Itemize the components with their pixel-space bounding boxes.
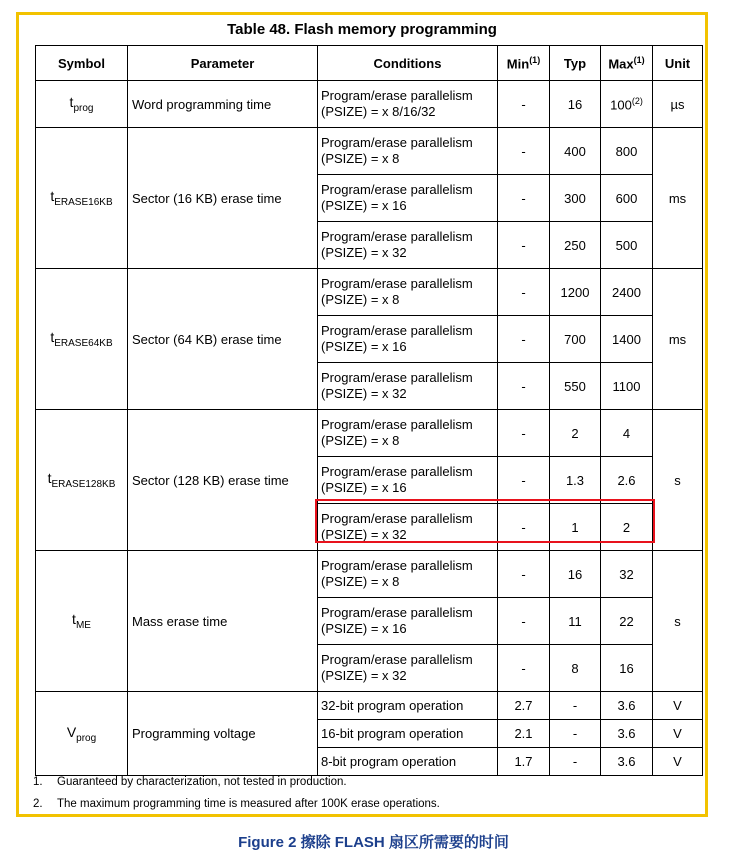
typ-cell: 2 bbox=[550, 410, 601, 457]
max-cell: 2400 bbox=[601, 269, 653, 316]
footnote: 1. Guaranteed by characterization, not tested in production. bbox=[33, 776, 347, 788]
conditions-cell: Program/erase parallelism (PSIZE) = x 8 bbox=[318, 269, 498, 316]
typ-cell: 300 bbox=[550, 175, 601, 222]
min-cell: 2.7 bbox=[498, 692, 550, 720]
conditions-cell: Program/erase parallelism (PSIZE) = x 32 bbox=[318, 222, 498, 269]
header-row bbox=[36, 46, 703, 81]
typ-cell: 400 bbox=[550, 128, 601, 175]
typ-cell: 550 bbox=[550, 363, 601, 410]
parameter-cell: Sector (64 KB) erase time bbox=[128, 269, 318, 410]
typ-cell: 11 bbox=[550, 598, 601, 645]
max-cell: 500 bbox=[601, 222, 653, 269]
parameter-cell: Mass erase time bbox=[128, 551, 318, 692]
min-cell: - bbox=[498, 645, 550, 692]
parameter-cell: Programming voltage bbox=[128, 692, 318, 776]
conditions-cell: Program/erase parallelism (PSIZE) = x 8 bbox=[318, 410, 498, 457]
header-conditions: Conditions bbox=[318, 46, 498, 81]
typ-cell: 16 bbox=[550, 81, 601, 128]
conditions-cell: Program/erase parallelism (PSIZE) = x 8/16/32 bbox=[318, 81, 498, 128]
conditions-cell: Program/erase parallelism (PSIZE) = x 32 bbox=[318, 504, 498, 551]
conditions-cell: Program/erase parallelism (PSIZE) = x 32 bbox=[318, 645, 498, 692]
min-cell: - bbox=[498, 316, 550, 363]
max-cell: 3.6 bbox=[601, 692, 653, 720]
min-cell: 1.7 bbox=[498, 748, 550, 776]
min-cell: - bbox=[498, 128, 550, 175]
unit-cell: V bbox=[653, 748, 703, 776]
header-max: Max$^{(1)}$ bbox=[601, 46, 653, 81]
table-row bbox=[36, 551, 703, 598]
flash-programming-table bbox=[35, 45, 703, 776]
parameter-cell: Sector (128 KB) erase time bbox=[128, 410, 318, 551]
min-cell: - bbox=[498, 598, 550, 645]
conditions-cell: Program/erase parallelism (PSIZE) = x 8 bbox=[318, 551, 498, 598]
typ-cell: - bbox=[550, 720, 601, 748]
min-cell: - bbox=[498, 269, 550, 316]
max-cell: 22 bbox=[601, 598, 653, 645]
conditions-cell: Program/erase parallelism (PSIZE) = x 8 bbox=[318, 128, 498, 175]
min-cell: - bbox=[498, 81, 550, 128]
footnotes bbox=[33, 771, 440, 815]
unit-cell: s bbox=[653, 410, 703, 551]
max-cell: 100$^{(2)}$ bbox=[601, 81, 653, 128]
conditions-cell: Program/erase parallelism (PSIZE) = x 16 bbox=[318, 598, 498, 645]
max-cell: 600 bbox=[601, 175, 653, 222]
header-min: Min$^{(1)}$ bbox=[498, 46, 550, 81]
max-cell: 800 bbox=[601, 128, 653, 175]
typ-cell: 700 bbox=[550, 316, 601, 363]
table-row bbox=[36, 410, 703, 457]
table-frame bbox=[16, 12, 708, 817]
figure-caption: Figure 2 擦除 FLASH 扇区所需要的时间 bbox=[238, 834, 509, 851]
min-cell: 2.1 bbox=[498, 720, 550, 748]
conditions-cell: Program/erase parallelism (PSIZE) = x 16 bbox=[318, 175, 498, 222]
min-cell: - bbox=[498, 222, 550, 269]
typ-cell: - bbox=[550, 748, 601, 776]
footnote: 2. The maximum programming time is measured after 100K erase operations. bbox=[33, 798, 440, 810]
max-cell: 2 bbox=[601, 504, 653, 551]
max-cell: 3.6 bbox=[601, 748, 653, 776]
symbol-cell: $V_{prog}$ bbox=[36, 692, 128, 776]
conditions-cell: Program/erase parallelism (PSIZE) = x 16 bbox=[318, 316, 498, 363]
conditions-cell: Program/erase parallelism (PSIZE) = x 16 bbox=[318, 457, 498, 504]
table-row bbox=[36, 269, 703, 316]
typ-cell: - bbox=[550, 692, 601, 720]
typ-cell: 1.3 bbox=[550, 457, 601, 504]
max-cell: 16 bbox=[601, 645, 653, 692]
table-row bbox=[36, 692, 703, 720]
max-cell: 1400 bbox=[601, 316, 653, 363]
header-parameter: Parameter bbox=[128, 46, 318, 81]
table-title: Table 48. Flash memory programming bbox=[227, 21, 497, 38]
unit-cell: V bbox=[653, 720, 703, 748]
unit-cell: V bbox=[653, 692, 703, 720]
min-cell: - bbox=[498, 363, 550, 410]
unit-cell: ms bbox=[653, 128, 703, 269]
min-cell: - bbox=[498, 551, 550, 598]
table-row bbox=[36, 81, 703, 128]
typ-cell: 250 bbox=[550, 222, 601, 269]
symbol-cell: $t_{ERASE64KB}$ bbox=[36, 269, 128, 410]
conditions-cell: Program/erase parallelism (PSIZE) = x 32 bbox=[318, 363, 498, 410]
conditions-cell: 16-bit program operation bbox=[318, 720, 498, 748]
typ-cell: 1 bbox=[550, 504, 601, 551]
parameter-cell: Sector (16 KB) erase time bbox=[128, 128, 318, 269]
max-cell: 1100 bbox=[601, 363, 653, 410]
parameter-cell: Word programming time bbox=[128, 81, 318, 128]
conditions-cell: 32-bit program operation bbox=[318, 692, 498, 720]
unit-cell: µs bbox=[653, 81, 703, 128]
unit-cell: ms bbox=[653, 269, 703, 410]
symbol-cell: $t_{ERASE128KB}$ bbox=[36, 410, 128, 551]
max-cell: 2.6 bbox=[601, 457, 653, 504]
header-typ: Typ bbox=[550, 46, 601, 81]
typ-cell: 1200 bbox=[550, 269, 601, 316]
max-cell: 32 bbox=[601, 551, 653, 598]
header-unit: Unit bbox=[653, 46, 703, 81]
conditions-cell: 8-bit program operation bbox=[318, 748, 498, 776]
typ-cell: 16 bbox=[550, 551, 601, 598]
symbol-cell: $t_{ME}$ bbox=[36, 551, 128, 692]
min-cell: - bbox=[498, 175, 550, 222]
min-cell: - bbox=[498, 504, 550, 551]
max-cell: 4 bbox=[601, 410, 653, 457]
symbol-cell: $t_{ERASE16KB}$ bbox=[36, 128, 128, 269]
table-row bbox=[36, 128, 703, 175]
unit-cell: s bbox=[653, 551, 703, 692]
min-cell: - bbox=[498, 457, 550, 504]
max-cell: 3.6 bbox=[601, 720, 653, 748]
min-cell: - bbox=[498, 410, 550, 457]
typ-cell: 8 bbox=[550, 645, 601, 692]
symbol-cell: $t_{prog}$ bbox=[36, 81, 128, 128]
header-symbol: Symbol bbox=[36, 46, 128, 81]
